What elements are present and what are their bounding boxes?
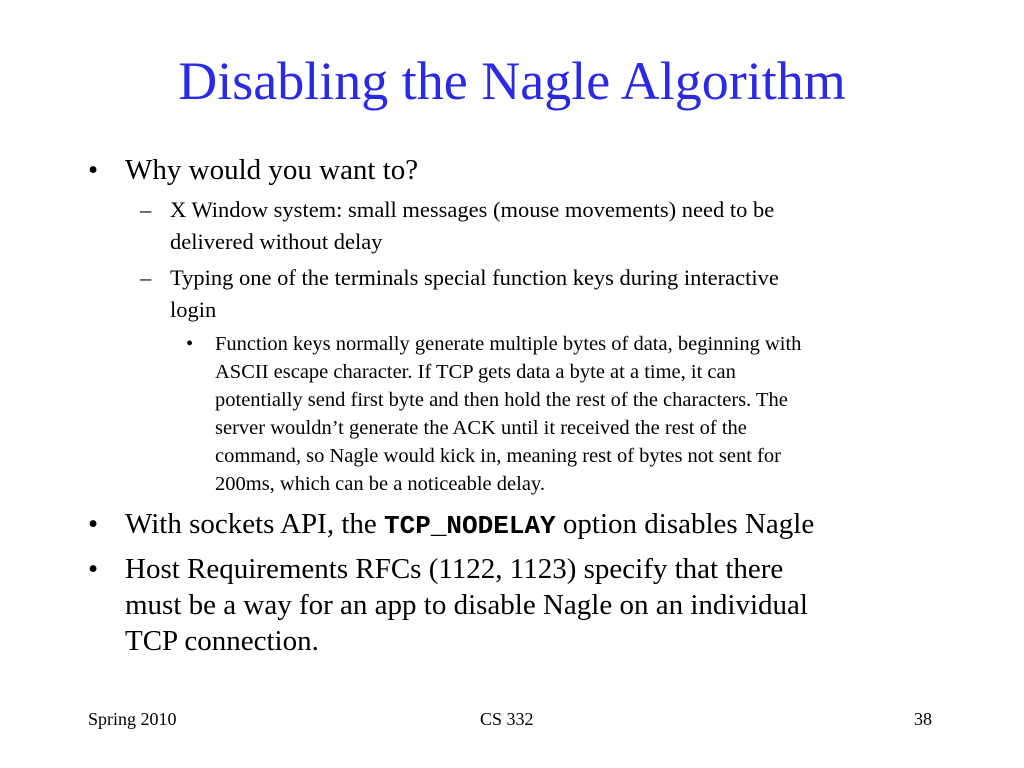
footer-date: Spring 2010 xyxy=(88,709,177,729)
bullet-line: must be a way for an app to disable Nagle on an individual xyxy=(125,589,808,621)
dash-marker: – xyxy=(140,197,152,222)
bullet-text: Why would you want to? xyxy=(125,154,419,186)
bullet-line: TCP connection. xyxy=(125,625,319,657)
footer-page-number: 38 xyxy=(914,709,932,729)
bullet-marker: • xyxy=(88,553,99,585)
bullet-text xyxy=(125,506,814,544)
footer-course: CS 332 xyxy=(480,709,534,729)
bullet-marker: • xyxy=(88,508,99,540)
slide-title: Disabling the Nagle Algorithm xyxy=(178,51,846,111)
detail-line: 200ms, which can be a noticeable delay. xyxy=(215,473,545,495)
subbullet-line: Typing one of the terminals special function keys during interactive xyxy=(170,265,779,290)
bullet-text-prefix: With sockets API, the xyxy=(125,508,385,540)
code-tcp-nodelay: TCP_NODELAY xyxy=(384,511,556,541)
bullet-line: Host Requirements RFCs (1122, 1123) specify that there xyxy=(125,553,784,585)
detail-line: ASCII escape character. If TCP gets data a byte at a time, it can xyxy=(215,361,736,383)
detail-line: command, so Nagle would kick in, meaning rest of bytes not sent for xyxy=(215,445,781,467)
bullet-marker: • xyxy=(186,333,194,355)
subbullet-line: X Window system: small messages (mouse movements) need to be xyxy=(170,197,775,222)
dash-marker: – xyxy=(140,265,152,290)
detail-line: Function keys normally generate multiple bytes of data, beginning with xyxy=(215,333,802,355)
detail-line: server wouldn’t generate the ACK until it received the rest of the xyxy=(215,417,747,439)
subbullet-line: login xyxy=(170,297,217,322)
bullet-text-suffix: option disables Nagle xyxy=(555,508,815,540)
subbullet-line: delivered without delay xyxy=(170,229,383,254)
detail-line: potentially send first byte and then hold the rest of the characters. The xyxy=(215,389,788,411)
bullet-marker: • xyxy=(88,154,99,186)
